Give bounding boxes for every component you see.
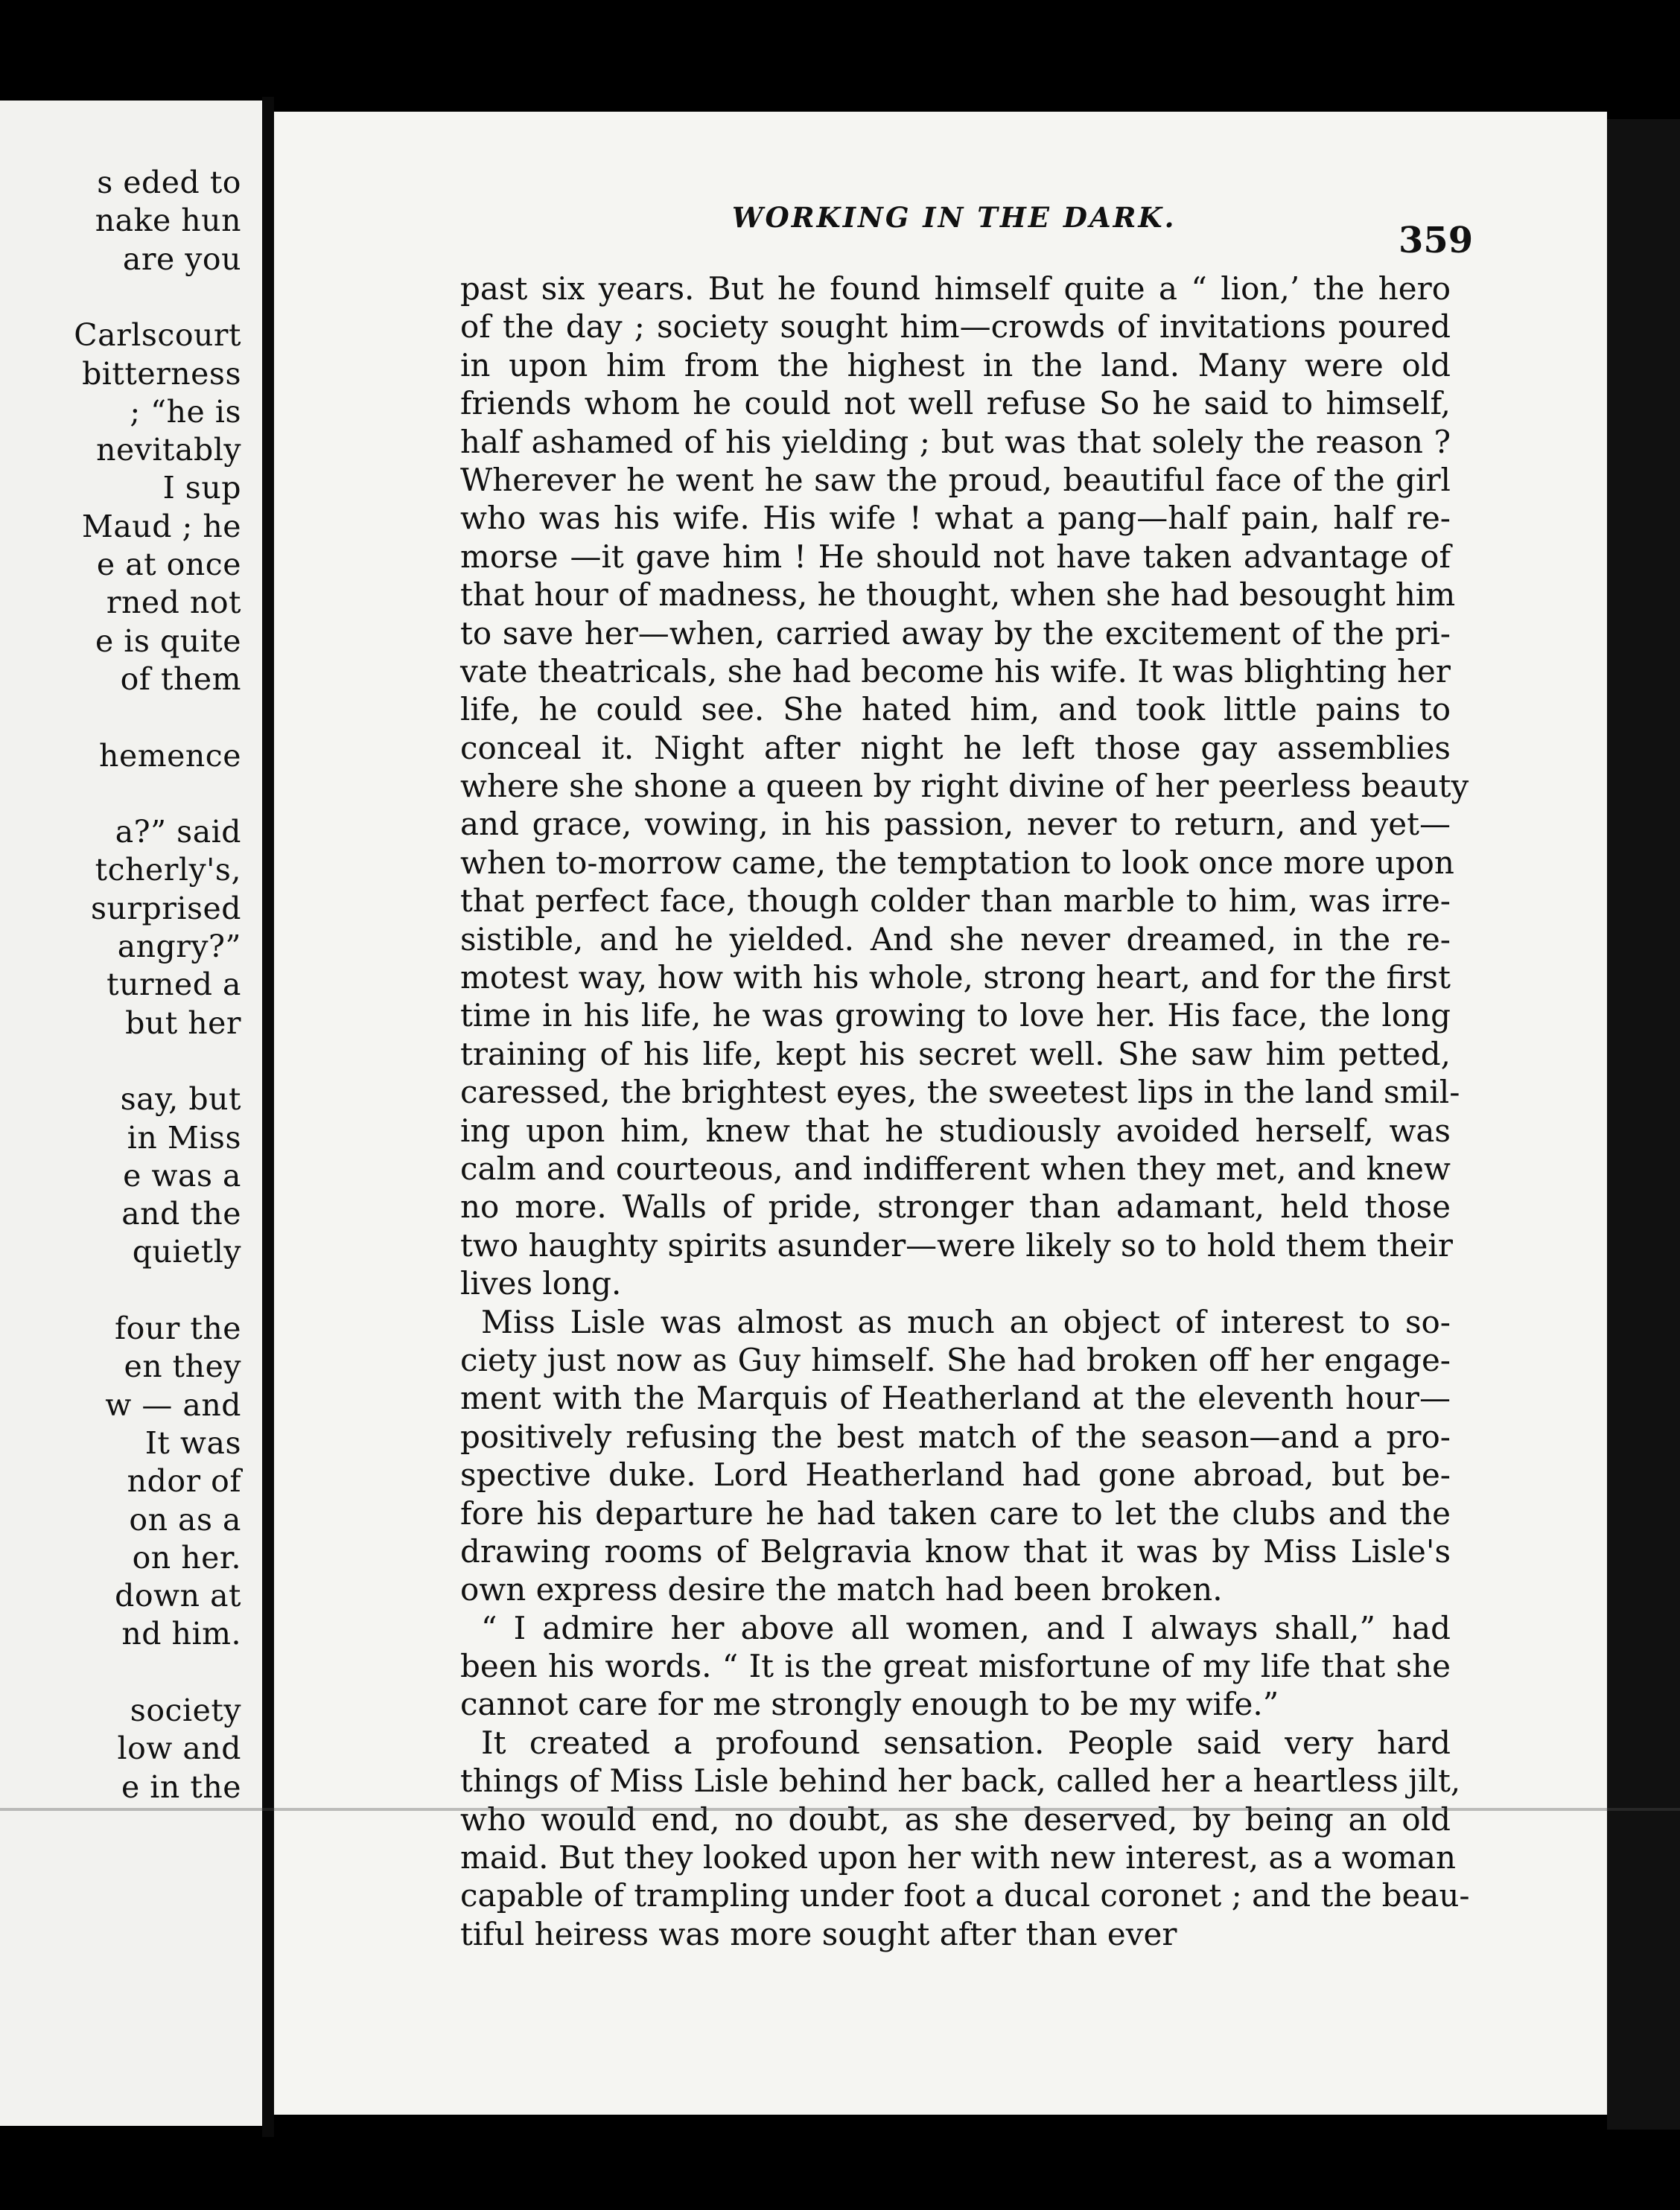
left-page-line: angry?” bbox=[117, 929, 241, 964]
text-line: motest way, how with his whole, strong heart, and for the first bbox=[460, 959, 1451, 996]
left-page-line: on her. bbox=[132, 1539, 241, 1576]
left-page-line: on as a bbox=[129, 1501, 241, 1538]
text-line: to save her—when, carried away by the excitement of the pri- bbox=[460, 614, 1451, 652]
text-line: morse —it gave him ! He should not have taken advantage of bbox=[460, 538, 1451, 575]
left-page-line: low and bbox=[117, 1730, 241, 1767]
text-line: fore his departure he had taken care to let the clubs and the bbox=[460, 1494, 1451, 1532]
left-page-line: e in the bbox=[121, 1768, 241, 1805]
text-line: sistible, and he yielded. And she never dreamed, in the re- bbox=[460, 920, 1451, 958]
text-line: who would end, no doubt, as she deserved, by being an old bbox=[460, 1800, 1451, 1838]
text-line: vate theatricals, she had become his wife. It was blighting her bbox=[460, 652, 1451, 690]
right-page bbox=[274, 112, 1607, 2115]
left-page-line: nd him. bbox=[121, 1616, 241, 1652]
left-page-line: tcherly's, bbox=[95, 852, 241, 888]
text-line: capable of trampling under foot a ducal coronet ; and the beau- bbox=[460, 1877, 1470, 1914]
left-page-line: a?” said bbox=[115, 814, 241, 850]
text-line: time in his life, he was growing to love her. His face, the long bbox=[460, 997, 1451, 1034]
left-page-line: surprised bbox=[90, 890, 241, 926]
left-page-line: en they bbox=[124, 1348, 241, 1385]
text-line: no more. Walls of pride, stronger than adamant, held those bbox=[460, 1188, 1451, 1226]
text-line: two haughty spirits asunder—were likely so to hold them their bbox=[460, 1226, 1453, 1264]
left-page-line: four the bbox=[114, 1311, 241, 1346]
text-line: of the day ; society sought him—crowds of invitations poured bbox=[460, 308, 1451, 345]
scan-edge bbox=[1607, 119, 1680, 2130]
text-line: cannot care for me strongly enough to be my wife.” bbox=[460, 1686, 1279, 1723]
text-line: ment with the Marquis of Heatherland at the eleventh hour— bbox=[460, 1380, 1451, 1417]
page-gutter bbox=[262, 97, 274, 2137]
text-line: where she shone a queen by right divine of her peerless beauty bbox=[460, 768, 1469, 805]
text-line: past six years. But he found himself quite a “ lion,’ the hero bbox=[460, 270, 1451, 307]
page-body-text bbox=[460, 270, 1470, 1953]
left-page-line: of them bbox=[120, 660, 241, 697]
left-page-line: e is quite bbox=[95, 622, 241, 659]
text-line: and grace, vowing, in his passion, never to return, and yet— bbox=[460, 806, 1451, 843]
text-line: when to-morrow came, the temptation to look once more upon bbox=[460, 844, 1454, 881]
left-page-line: say, but bbox=[120, 1081, 241, 1118]
left-page-line: w — and bbox=[105, 1386, 241, 1423]
text-line: life, he could see. She hated him, and took little pains to bbox=[460, 691, 1451, 728]
left-page-line: ; “he is bbox=[130, 393, 241, 430]
text-line: friends whom he could not well refuse So he said to himself, bbox=[460, 385, 1451, 422]
text-line: that hour of madness, he thought, when she had besought him bbox=[460, 576, 1456, 614]
text-line: Miss Lisle was almost as much an object of interest to so- bbox=[481, 1303, 1451, 1340]
text-line: ciety just now as Guy himself. She had broken off her engage- bbox=[460, 1341, 1451, 1378]
left-page-line: e was a bbox=[123, 1157, 241, 1194]
text-line: that perfect face, though colder than marble to him, was irre- bbox=[460, 882, 1451, 920]
left-page-line: but her bbox=[125, 1004, 241, 1041]
left-page-line: nake hun bbox=[95, 203, 241, 239]
left-page bbox=[0, 101, 262, 2126]
text-line: “ I admire her above all women, and I always shall,” had bbox=[481, 1609, 1451, 1646]
running-header: WORKING IN THE DARK. bbox=[732, 201, 1177, 234]
left-page-line: s eded to bbox=[97, 165, 241, 200]
text-line: spective duke. Lord Heatherland had gone abroad, but be- bbox=[460, 1456, 1451, 1494]
left-page-line: are you bbox=[122, 241, 241, 277]
left-page-line: down at bbox=[115, 1578, 241, 1614]
text-line: maid. But they looked upon her with new interest, as a woman bbox=[460, 1839, 1457, 1876]
left-page-line: bitterness bbox=[82, 355, 241, 392]
text-line: Wherever he went he saw the proud, beautiful face of the girl bbox=[460, 461, 1451, 498]
left-page-line: society bbox=[130, 1692, 241, 1728]
left-page-line: turned a bbox=[106, 967, 241, 1003]
left-page-line: nevitably bbox=[96, 432, 241, 468]
text-line: ing upon him, knew that he studiously avoided herself, was bbox=[460, 1112, 1451, 1149]
left-page-line: in Miss bbox=[127, 1119, 241, 1156]
scan-artifact-line bbox=[0, 1808, 1680, 1811]
left-page-line: I sup bbox=[162, 470, 241, 506]
left-page-line: quietly bbox=[132, 1234, 241, 1270]
left-page-line: e at once bbox=[96, 547, 241, 582]
text-line: lives long. bbox=[460, 1265, 622, 1302]
text-line: who was his wife. His wife ! what a pang—half pain, half re- bbox=[460, 500, 1451, 537]
left-page-line: Maud ; he bbox=[81, 508, 241, 544]
left-page-line: It was bbox=[144, 1424, 241, 1461]
left-page-line: Carlscourt bbox=[74, 317, 241, 354]
left-page-line: hemence bbox=[99, 737, 241, 774]
text-line: training of his life, kept his secret well. She saw him petted, bbox=[460, 1035, 1451, 1072]
text-line: It created a profound sensation. People said very hard bbox=[481, 1724, 1451, 1761]
text-line: tiful heiress was more sought after than ever bbox=[460, 1915, 1177, 1952]
text-line: own express desire the match had been broken. bbox=[460, 1571, 1223, 1608]
left-page-line: rned not bbox=[106, 585, 241, 621]
text-line: things of Miss Lisle behind her back, called her a heartless jilt, bbox=[460, 1762, 1461, 1800]
text-line: calm and courteous, and indifferent when they met, and knew bbox=[460, 1150, 1451, 1187]
text-line: been his words. “ It is the great misfortune of my life that she bbox=[460, 1648, 1451, 1685]
text-line: conceal it. Night after night he left those gay assemblies bbox=[460, 729, 1451, 766]
left-page-line: ndor of bbox=[127, 1463, 241, 1500]
page-number: 359 bbox=[1399, 220, 1474, 261]
text-line: in upon him from the highest in the land. Many were old bbox=[460, 346, 1451, 383]
text-line: drawing rooms of Belgravia know that it was by Miss Lisle's bbox=[460, 1532, 1451, 1570]
text-line: caressed, the brightest eyes, the sweetest lips in the land smil- bbox=[460, 1074, 1460, 1111]
left-page-line: and the bbox=[121, 1196, 241, 1232]
text-line: positively refusing the best match of the season—and a pro- bbox=[460, 1418, 1451, 1455]
text-line: half ashamed of his yielding ; but was that solely the reason ? bbox=[460, 423, 1451, 460]
